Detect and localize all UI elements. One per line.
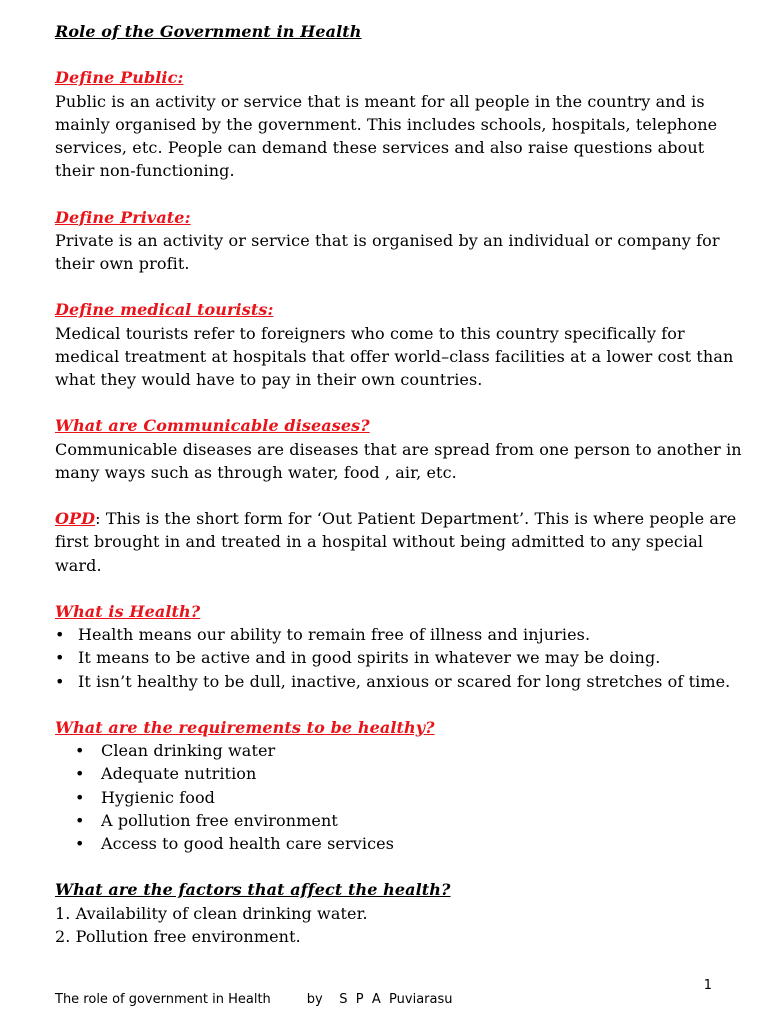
paragraph-private: Private is an activity or service that is organised by an individual or company for their own profit. xyxy=(55,230,720,273)
list-item: • It means to be active and in good spirits in whatever we may be doing. xyxy=(55,646,745,669)
document-body xyxy=(55,20,745,948)
paragraph-public: Public is an activity or service that is meant for all people in the country and is mainly organised by the government. This includes schools, hospitals, telephone services, etc. People can demand these services and also raise questions about their non-functioning. xyxy=(55,91,718,181)
list-item: • Health means our ability to remain free of illness and injuries. xyxy=(55,623,745,646)
heading-define-private: Define Private: xyxy=(55,207,191,227)
list-item: 2. Pollution free environment. xyxy=(55,926,301,946)
paragraph-medical-tourists: Medical tourists refer to foreigners who come to this country specifically for medical treatment at hospitals that offer world–class facilities at a lower cost than what they would have to pay in their own countries. xyxy=(55,323,734,389)
list-item: • A pollution free environment xyxy=(55,809,745,832)
list-item: • Hygienic food xyxy=(55,786,745,809)
list-item: • Adequate nutrition xyxy=(55,762,745,785)
list-item: • Access to good health care services xyxy=(55,832,745,855)
document-title: Role of the Government in Health xyxy=(55,22,362,41)
paragraph-communicable-diseases: Communicable diseases are diseases that are spread from one person to another in many ways such as through water, food , air, etc. xyxy=(55,439,742,482)
paragraph-opd xyxy=(55,507,745,577)
heading-communicable-diseases: What are Communicable diseases? xyxy=(55,416,370,436)
list-item: 1. Availability of clean drinking water. xyxy=(55,903,368,923)
opd-definition: : This is the short form for ‘Out Patient Department’. This is where people are first brought in and treated in a hospital without being admitted to any special ward. xyxy=(55,509,737,575)
list-item: • It isn’t healthy to be dull, inactive, anxious or scared for long stretches of time. xyxy=(55,670,745,693)
footer-title: The role of government in Health xyxy=(55,992,271,1007)
page-number: 1 xyxy=(703,978,712,993)
health-bullet-list xyxy=(55,623,745,693)
list-item: • Clean drinking water xyxy=(55,739,745,762)
page-footer xyxy=(55,992,453,1007)
heading-define-public: Define Public: xyxy=(55,68,184,88)
opd-term: OPD xyxy=(55,509,96,529)
heading-medical-tourists: Define medical tourists: xyxy=(55,300,274,320)
footer-author: by S P A Puviarasu xyxy=(306,992,453,1007)
heading-requirements: What are the requirements to be healthy? xyxy=(55,717,435,737)
heading-factors: What are the factors that affect the health? xyxy=(55,880,451,900)
requirements-bullet-list xyxy=(55,739,745,855)
heading-what-is-health: What is Health? xyxy=(55,601,201,621)
